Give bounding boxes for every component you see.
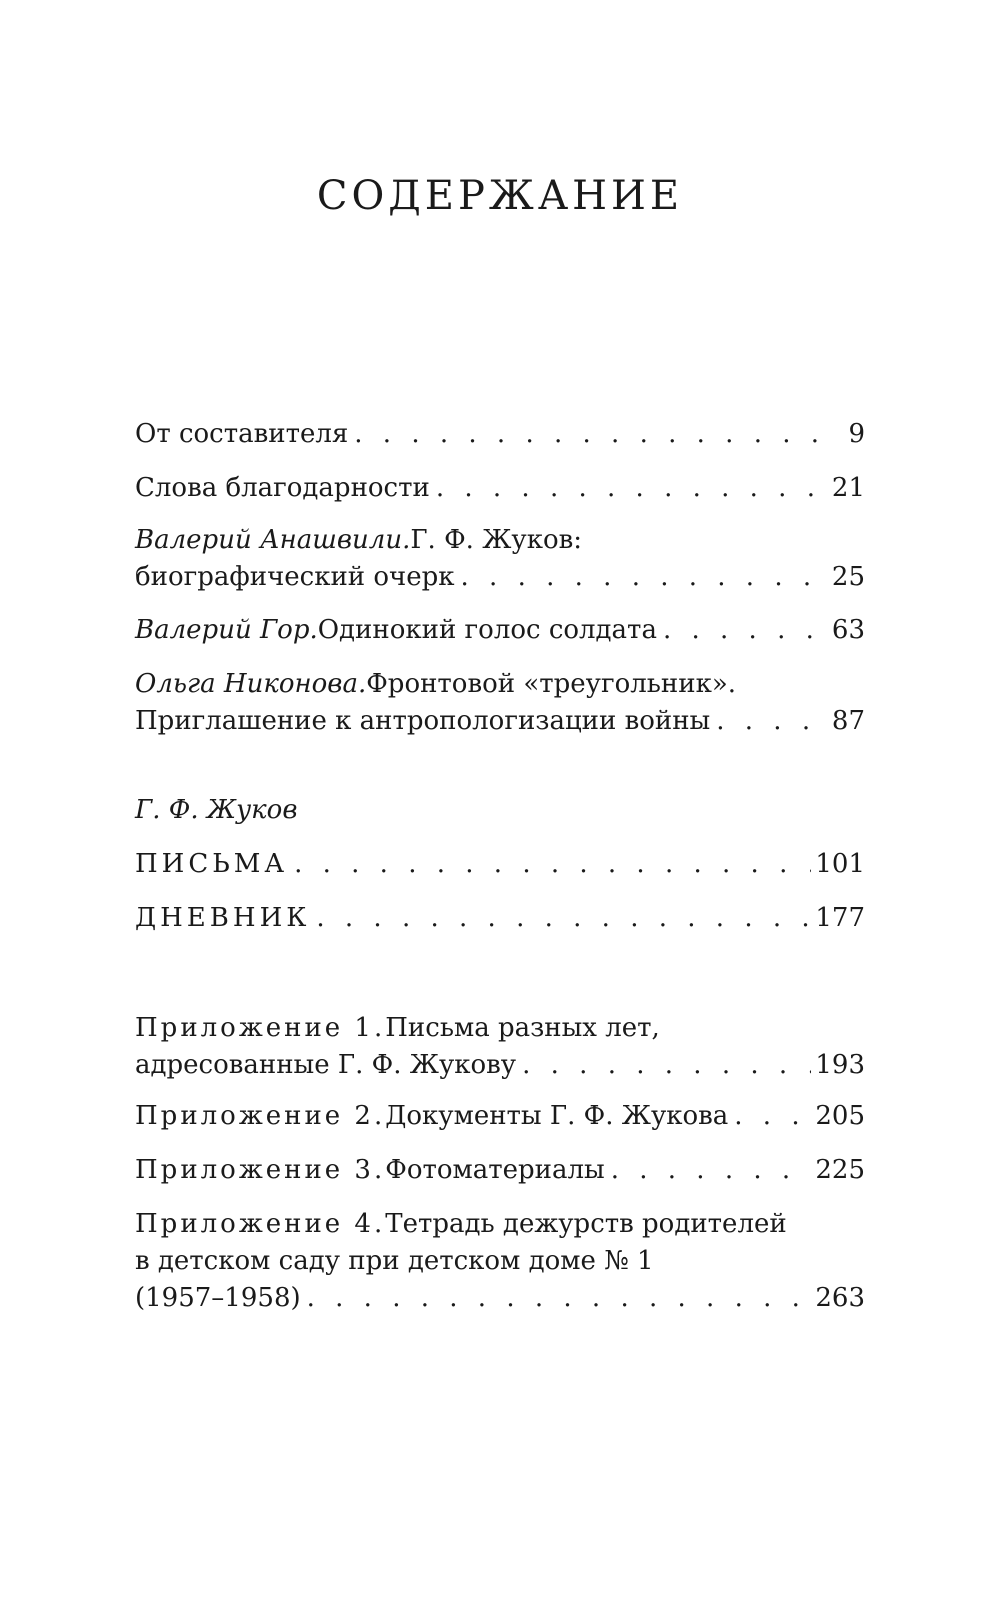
dot-leader	[301, 1280, 812, 1317]
toc-entry-diary[interactable]	[135, 900, 865, 937]
toc-entry-title: От составителя	[135, 419, 349, 449]
toc-entry-letters[interactable]	[135, 846, 865, 883]
dot-leader	[710, 703, 821, 740]
toc-entry-title: Одинокий голос солдата	[317, 615, 657, 645]
page-title: СОДЕРЖАНИЕ	[316, 173, 684, 219]
dot-leader	[605, 1152, 812, 1189]
toc-entry-appendix-2[interactable]	[135, 1098, 865, 1135]
toc-entry-title: Г. Ф. Жуков:	[410, 525, 583, 555]
dot-leader	[516, 1047, 811, 1084]
toc-entry-title: ПИСЬМА	[135, 849, 289, 879]
toc-entry-author: Валерий Анашвили.	[135, 525, 411, 555]
toc-page-number: 21	[831, 473, 865, 503]
table-of-contents	[135, 0, 865, 1608]
dot-leader	[728, 1098, 811, 1135]
toc-entry-title-continued: адресованные Г. Ф. Жукову	[135, 1050, 517, 1080]
appendix-label: Приложение 1.	[135, 1013, 386, 1043]
toc-page-number: 63	[831, 615, 865, 645]
dot-leader	[430, 470, 821, 507]
toc-page-number: 263	[815, 1283, 865, 1313]
toc-entry-biography[interactable]	[135, 522, 865, 596]
dot-leader	[310, 900, 811, 937]
toc-page-number: 177	[815, 903, 865, 933]
toc-page-number: 101	[815, 849, 865, 879]
toc-entry-appendix-3[interactable]	[135, 1152, 865, 1189]
dot-leader	[348, 416, 821, 453]
toc-entry-title-continued: в детском саду при детском доме № 1	[135, 1246, 654, 1276]
dot-leader	[288, 846, 811, 883]
toc-entry-title: Фронтовой «треугольник».	[366, 669, 736, 699]
toc-entry-title: Слова благодарности	[135, 473, 430, 503]
toc-entry-front-triangle[interactable]	[135, 666, 865, 740]
toc-page-number: 225	[815, 1155, 865, 1185]
toc-page-number: 193	[815, 1050, 865, 1080]
toc-entry-author: Ольга Никонова.	[135, 669, 367, 699]
section-author: Г. Ф. Жуков	[135, 795, 298, 825]
toc-page-number: 9	[848, 419, 865, 449]
appendix-label: Приложение 3.	[135, 1155, 386, 1185]
toc-entry-title-continued: (1957–1958)	[135, 1283, 301, 1313]
toc-entry-acknowledgements[interactable]	[135, 470, 865, 507]
toc-entry-title-continued: биографический очерк	[135, 562, 455, 592]
toc-entry-lonely-voice[interactable]	[135, 612, 865, 649]
appendix-label: Приложение 4.	[135, 1209, 386, 1239]
toc-page-number: 87	[831, 706, 865, 736]
toc-entry-title: Фотоматериалы	[385, 1155, 605, 1185]
dot-leader	[657, 612, 821, 649]
toc-entry-appendix-4[interactable]	[135, 1206, 865, 1317]
toc-entry-title: Документы Г. Ф. Жукова	[385, 1101, 729, 1131]
toc-entry-from-compiler[interactable]	[135, 416, 865, 453]
toc-entry-appendix-1[interactable]	[135, 1010, 865, 1084]
toc-entry-author: Валерий Гор.	[135, 615, 318, 645]
toc-page-number: 205	[815, 1101, 865, 1131]
toc-entry-title-continued: Приглашение к антропологизации войны	[135, 706, 711, 736]
toc-entry-title: Письма разных лет,	[385, 1013, 660, 1043]
toc-entry-title: ДНЕВНИК	[135, 903, 311, 933]
dot-leader	[455, 559, 821, 596]
toc-page-number: 25	[831, 562, 865, 592]
toc-entry-title: Тетрадь дежурств родителей	[385, 1209, 787, 1239]
appendix-label: Приложение 2.	[135, 1101, 386, 1131]
